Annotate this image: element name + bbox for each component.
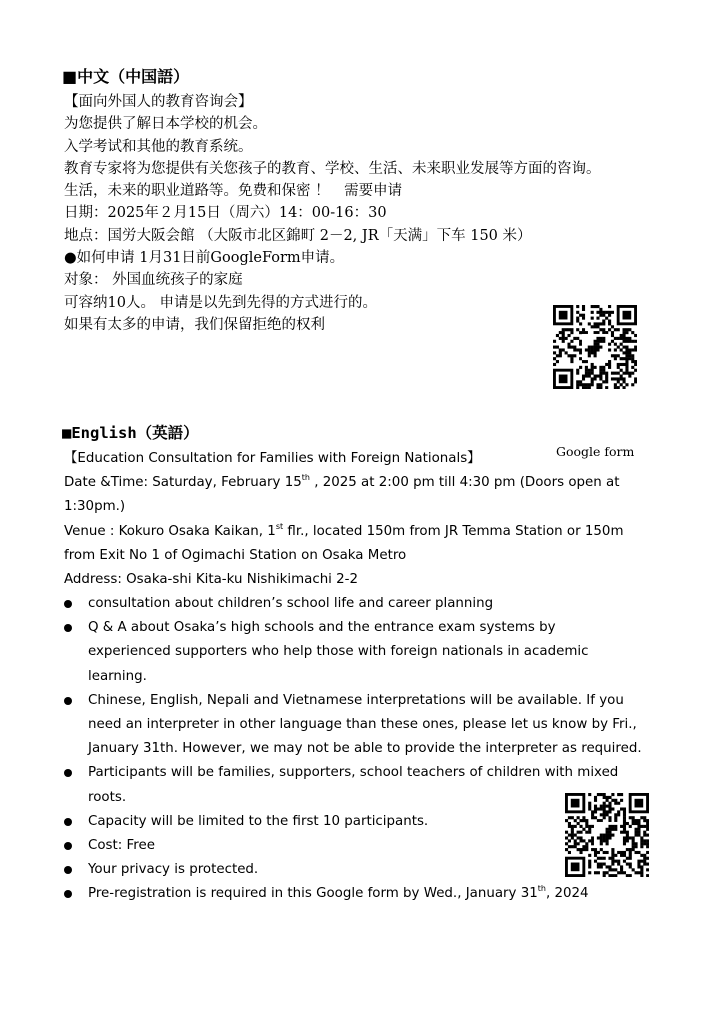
bullet-icon [64, 866, 72, 874]
list-item: Your privacy is protected. [64, 858, 689, 882]
english-date-time: Date &Time: Saturday, February 15th , 2025 at 2:00 pm till 4:30 pm (Doors open at [64, 473, 620, 491]
english-address: Address: Osaka-shi Kita-ku Nishikimachi 2-2 [64, 572, 359, 588]
qr-code-icon[interactable] [565, 793, 649, 877]
chinese-line: 入学考试和其他的教育系统。 [64, 138, 253, 155]
english-venue: Venue : Kokuro Osaka Kaikan, 1st flr., located 150m from JR Temma Station or 150m [64, 521, 624, 539]
chinese-line: 为您提供了解日本学校的机会。 [64, 116, 267, 133]
english-date-time-cont: 1:30pm.) [64, 499, 126, 515]
list-item: consultation about children’s school life and career planning [64, 592, 689, 616]
chinese-how-to-apply: ●如何申请 1月31日前GoogleForm申请。 [64, 250, 345, 267]
bullet-icon [64, 769, 72, 777]
google-form-label: Google form [556, 444, 635, 459]
bullet-icon [64, 600, 72, 608]
english-section-body [64, 447, 684, 592]
bullet-icon [64, 818, 72, 826]
chinese-title: 【面向外国人的教育咨询会】 [64, 94, 253, 110]
chinese-note: 如果有太多的申请，我们保留拒绝的权利 [64, 316, 325, 333]
english-title: 【Education Consultation for Families with Foreign Nationals】 [64, 451, 481, 466]
bullet-icon [64, 890, 72, 898]
list-item: Capacity will be limited to the first 10 participants. [64, 810, 689, 834]
list-item: Participants will be families, supporters, school teachers of children with mixed roots. [64, 761, 689, 809]
qr-code-icon[interactable] [553, 305, 637, 389]
bullet-icon [64, 697, 72, 705]
list-item: Chinese, English, Nepali and Vietnamese interpretations will be available. If you need an interpreter in other language than these ones, please let us know by Fri., January 31th. However, we may not be able to provide the interpreter as required. [64, 689, 689, 762]
chinese-venue: 地点：国労大阪会館 （大阪市北区錦町 2－2, JR「天满」下车 150 米） [64, 227, 532, 244]
chinese-line: 教育专家将为您提供有关您孩子的教育、学校、生活、未来职业发展等方面的咨询。 [64, 160, 601, 177]
chinese-date: 日期：2025年２月15日（周六）14：00-16：30 [64, 205, 387, 222]
bullet-icon [64, 842, 72, 850]
bullet-icon [64, 624, 72, 632]
chinese-target: 对象： 外国血统孩子的家庭 [64, 272, 243, 289]
chinese-section-body [64, 91, 704, 336]
chinese-capacity: 可容纳10人。 申请是以先到先得的方式进行的。 [64, 294, 378, 311]
english-venue-cont: from Exit No 1 of Ogimachi Station on Osaka Metro [64, 547, 407, 563]
chinese-line: 生活，未来的职业道路等。免费和保密 ！ 需要申请 [64, 183, 403, 200]
chinese-section-heading: ■中文（中国語） [62, 67, 190, 86]
list-item: Pre-registration is required in this Google form by Wed., January 31th, 2024 [64, 882, 689, 906]
list-item: Cost: Free [64, 834, 689, 858]
list-item: Q & A about Osaka’s high schools and the entrance exam systems by experienced supporters who help those with foreign nationals in academic learning. [64, 616, 689, 689]
english-section-heading: ■English（英語） [62, 424, 199, 442]
